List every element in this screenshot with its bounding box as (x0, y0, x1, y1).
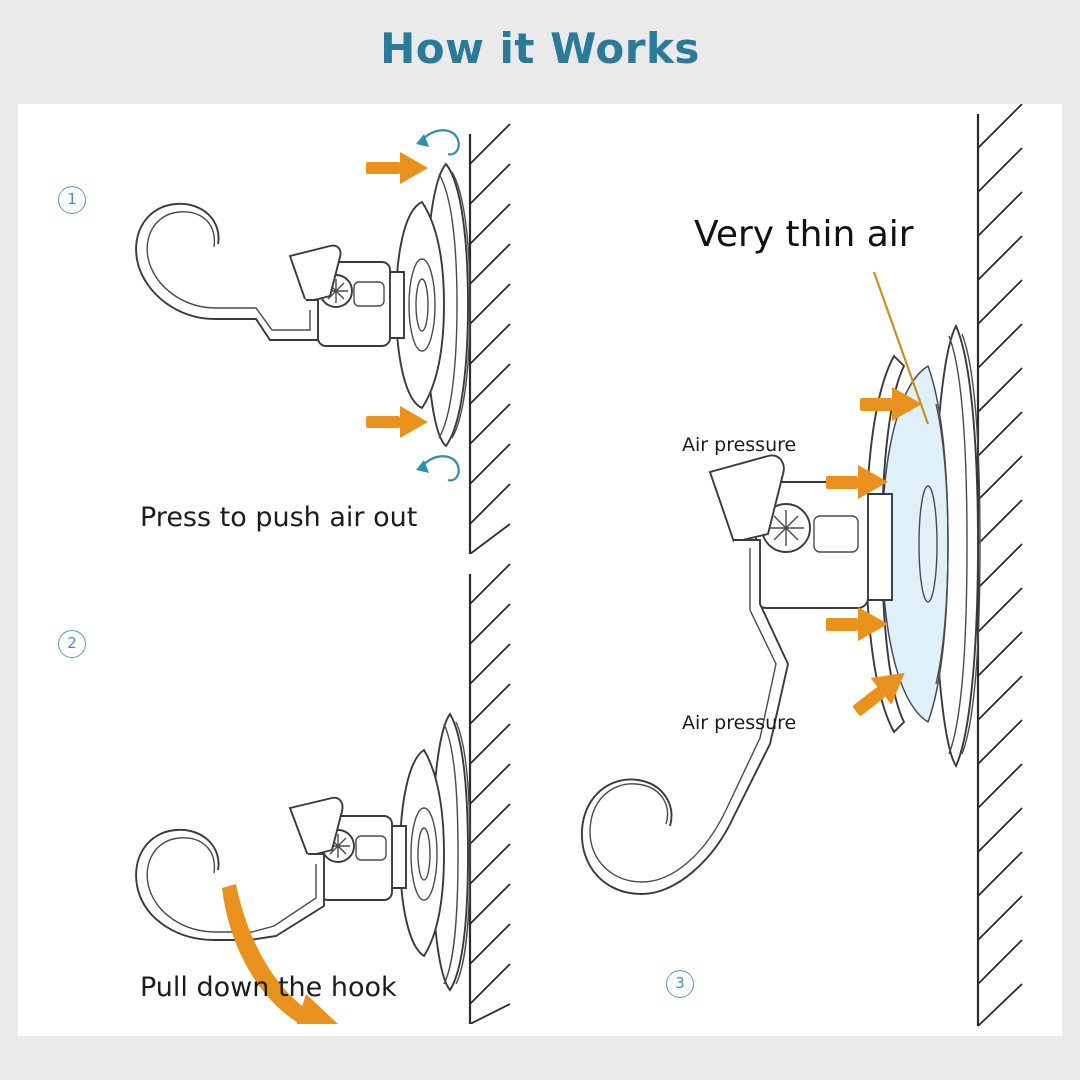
step-1-panel (18, 104, 518, 554)
step-2-number: 2 (58, 630, 86, 658)
step-3-number: 3 (666, 970, 694, 998)
page-title: How it Works (380, 24, 700, 73)
orange-arrow-right-bottom (366, 406, 428, 438)
air-pressure-top-label: Air pressure (682, 434, 797, 456)
step-1-number: 1 (58, 186, 86, 214)
step-2-caption: Pull down the hook (140, 972, 397, 1003)
air-pressure-bottom-label: Air pressure (682, 712, 797, 734)
teal-curl-arrow-bottom (416, 456, 459, 480)
teal-curl-arrow-top (416, 130, 459, 154)
orange-arrow-right-top (366, 152, 428, 184)
step-2-illustration (18, 554, 518, 1024)
diagram-card (18, 104, 1062, 1036)
step-1-caption: Press to push air out (140, 502, 418, 533)
step-2-panel (18, 554, 518, 1036)
thin-air-label: Very thin air (694, 214, 914, 255)
step-1-illustration (18, 104, 518, 554)
step-3-panel (538, 104, 1062, 1036)
